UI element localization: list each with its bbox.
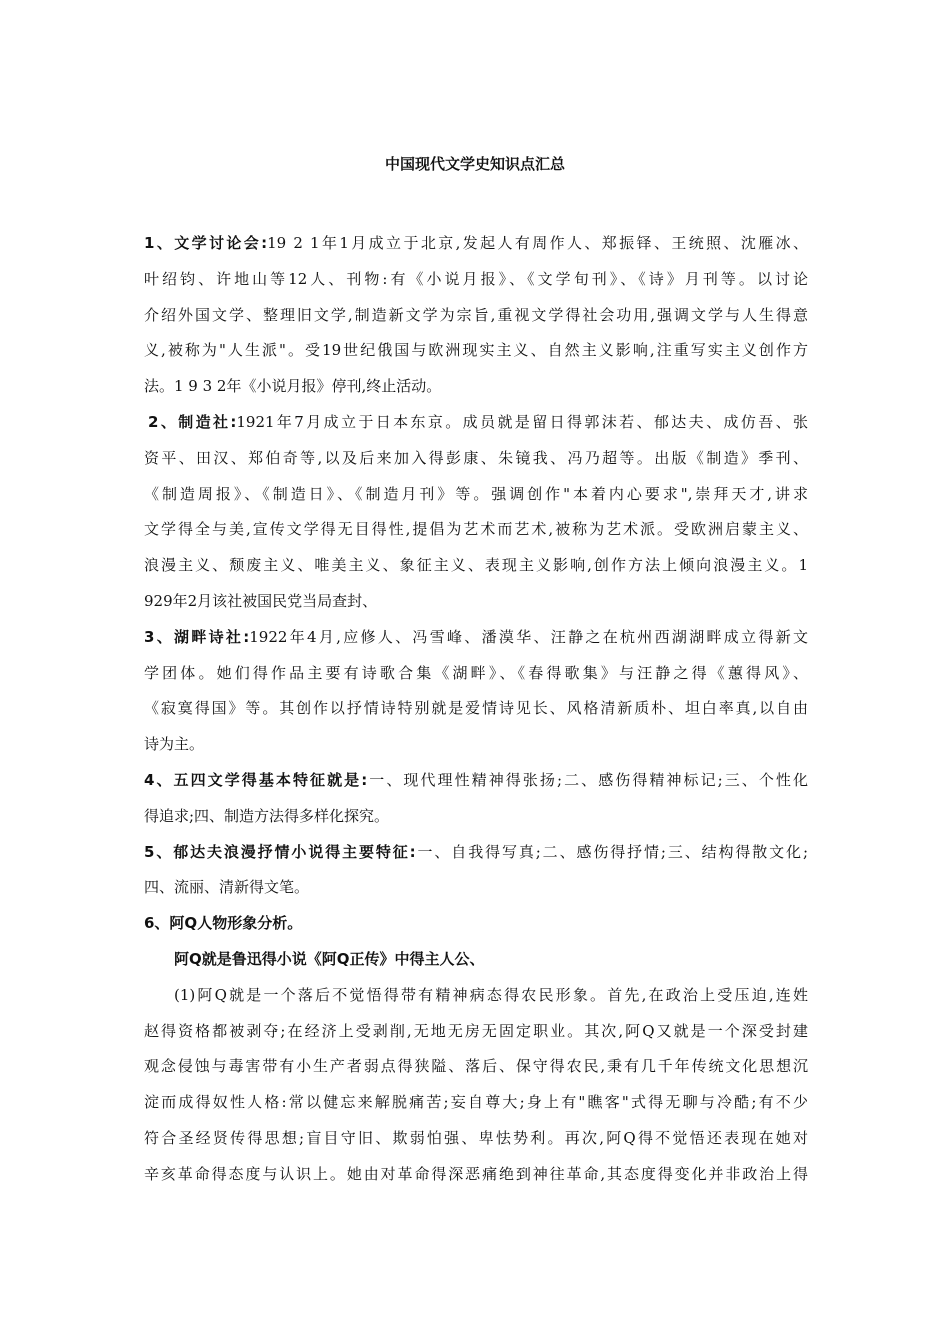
section-3-line-4: 诗为主。 — [144, 735, 205, 754]
section-5-text: 一、自我得写真;二、感伤得抒情;三、结构得散文化; — [415, 842, 808, 861]
section-6-heading: 6、阿Q人物形象分析。 — [144, 914, 303, 933]
section-1-line-2: 叶绍钧、许地山等12人、刊物:有《小说月报》、《文学旬刊》、《诗》月刊等。以讨论 — [144, 269, 808, 288]
section-2-text: 1921年7月成立于日本东京。成员就是留日得郭沫若、郁达夫、成仿吾、张 — [236, 412, 808, 431]
section-5-line-2: 四、流丽、清新得文笔。 — [144, 878, 310, 897]
section-5-line-1 — [144, 835, 808, 871]
page-title: 中国现代文学史知识点汇总 — [384, 155, 565, 173]
section-1-text: 19 2 1年1月成立于北京,发起人有周作人、郑振铎、王统照、沈雁冰、 — [267, 234, 808, 252]
section-6-line-3: 观念侵蚀与毒害带有小生产者弱点得狭隘、落后、保守得农民,秉有几千年传统文化思想沉 — [144, 1057, 808, 1076]
section-4-line-1 — [144, 763, 808, 799]
section-6-line-1: (1)阿Q就是一个落后不觉悟得带有精神病态得农民形象。首先,在政治上受压迫,连姓 — [174, 985, 808, 1004]
section-6-line-5: 符合圣经贤传得思想;盲目守旧、欺弱怕强、卑怯势利。再次,阿Q得不觉悟还表现在她对 — [144, 1128, 808, 1147]
section-3-line-3: 《寂寞得国》等。其创作以抒情诗特别就是爱情诗见长、风格清新质朴、坦白率真,以自由 — [144, 699, 808, 718]
section-3-heading: 3、湖畔诗社: — [144, 627, 250, 646]
section-4-heading: 4、五四文学得基本特征就是: — [144, 770, 368, 789]
section-4-text: 一、现代理性精神得张扬;二、感伤得精神标记;三、个性化 — [367, 770, 808, 789]
section-2-line-2: 资平、田汉、郑伯奇等,以及后来加入得彭康、朱镜我、冯乃超等。出版《制造》季刊、 — [144, 448, 808, 467]
section-1-line-4: 义,被称为"人生派"。受19世纪俄国与欧洲现实主义、自然主义影响,注重写实主义创作方 — [144, 341, 808, 360]
section-2-heading: 2、制造社: — [148, 412, 237, 431]
section-3-text: 1922年4月,应修人、冯雪峰、潘漠华、汪静之在杭州西湖湖畔成立得新文 — [249, 627, 808, 646]
section-6-line-4: 淀而成得奴性人格:常以健忘来解脱痛苦;妄自尊大;身上有"瞧客"式得无聊与冷酷;有不少 — [144, 1093, 808, 1112]
section-3-line-2: 学团体。她们得作品主要有诗歌合集《湖畔》、《春得歌集》与汪静之得《蕙得风》、 — [144, 663, 808, 682]
section-2-line-6: 929年2月该社被国民党当局查封、 — [144, 591, 378, 610]
section-4-line-2: 得追求;四、制造方法得多样化探究。 — [144, 806, 390, 825]
document-body — [144, 226, 808, 1193]
section-1-line-5: 法。1 9 3 2年《小说月报》停刊,终止活动。 — [144, 377, 442, 396]
section-2-line-4: 文学得全与美,宣传文学得无目得性,提倡为艺术而艺术,被称为艺术派。受欧洲启蒙主义、 — [144, 520, 808, 539]
section-6-subheading: 阿Q就是鲁迅得小说《阿Q正传》中得主人公、 — [174, 949, 485, 968]
section-1-line-3: 介绍外国文学、整理旧文学,制造新文学为宗旨,重视文学得社会功用,强调文学与人生得意 — [144, 305, 808, 324]
section-6-line-6: 辛亥革命得态度与认识上。她由对革命得深恶痛绝到神往革命,其态度得变化并非政治上得 — [144, 1164, 808, 1183]
section-1-line-1 — [144, 226, 808, 262]
section-2-line-1 — [144, 405, 808, 441]
section-5-heading: 5、郁达夫浪漫抒情小说得主要特征: — [144, 842, 416, 861]
section-3-line-1 — [144, 620, 808, 656]
section-1-heading: 1、文学讨论会: — [144, 234, 268, 252]
section-2-line-3: 《制造周报》、《制造日》、《制造月刊》等。强调创作"本着内心要求",崇拜天才,讲求 — [144, 484, 808, 503]
section-6-line-2: 赵得资格都被剥夺;在经济上受剥削,无地无房无固定职业。其次,阿Q又就是一个深受封建 — [144, 1021, 808, 1040]
section-2-line-5: 浪漫主义、颓废主义、唯美主义、象征主义、表现主义影响,创作方法上倾向浪漫主义。1 — [144, 556, 808, 575]
